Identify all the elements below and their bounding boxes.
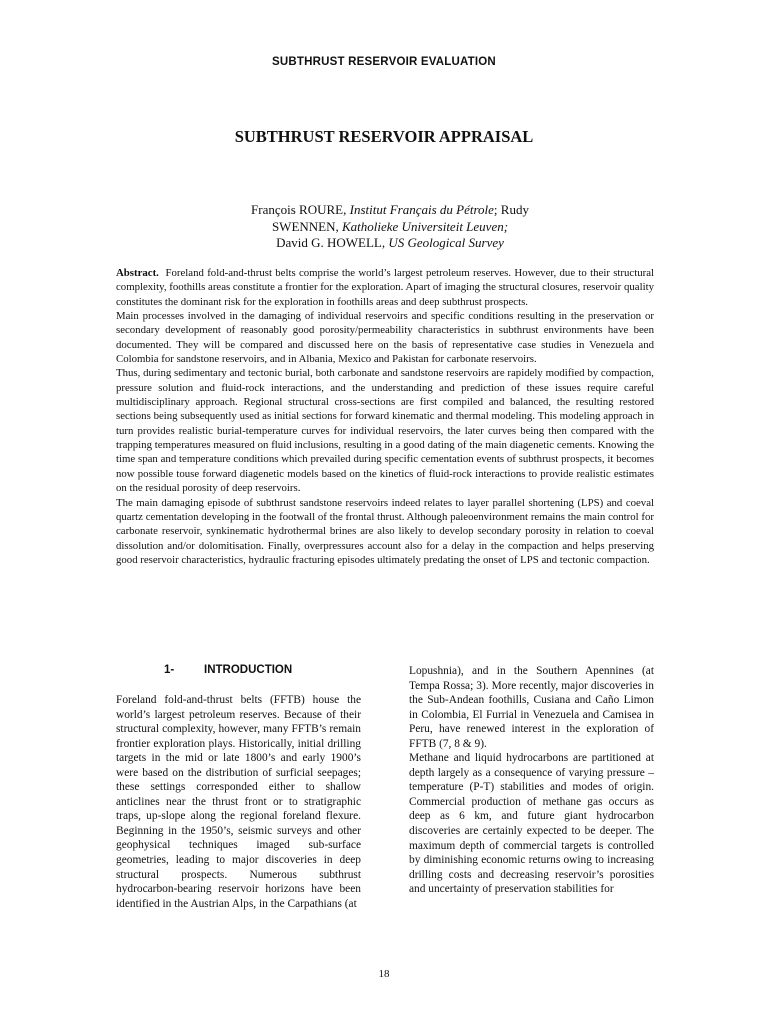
author-block: [190, 202, 590, 252]
abstract-paragraph: Main processes involved in the damaging of individual reservoirs and specific conditions resulting in the preservation or secondary development of reasonably good porosity/permeability characteristics in subthrust environments have been documented. They will be compared and discussed here on the basis of representative case studies in Venezuela and Colombia for sandstone reservoirs, and in Albania, Mexico and Pakistan for carbonate reservoirs.: [116, 310, 654, 366]
abstract-label: Abstract.: [116, 267, 159, 279]
author-name: David G. HOWELL,: [276, 235, 389, 250]
author-name: François ROURE,: [251, 202, 350, 217]
author-affiliation: US Geological Survey: [388, 235, 504, 250]
author-name: SWENNEN,: [271, 218, 342, 234]
paper-title: SUBTHRUST RESERVOIR APPRAISAL: [234, 127, 534, 146]
page-number: 18: [378, 968, 390, 980]
author-name: ; Rudy: [493, 202, 529, 217]
author-line-2: [190, 219, 590, 236]
section-number: 1-: [164, 664, 175, 676]
author-affiliation: Institut Français du Pétrole: [349, 202, 494, 217]
abstract-paragraph: Thus, during sedimentary and tectonic burial, both carbonate and sandstone reservoirs are rapidely modified by compaction, pressure solution and fluid-rock interactions, and the understanding and prediction of these issues require careful multidisciplinary approach. Regional structural cross-sections are first compiled and balanced, the resulting restored sections being subsequently used as initial sections for forward kinematic and thermal modeling. This modeling approach in turn provides realistic burial-temperature curves for individual reservoirs, the later curves being then compared with the trapping temperatures measured on fluid inclusions, resulting in a good dating of the main diagenetic cements. Knowing the time span and temperature conditions which prevailed during specific cementation events of subthrust prospects, it becomes now possible touse forward diagenetic models based on the kinetics of fluid-rock interactions to provide realistic estimates on the residual porosity of deep reservoirs.: [116, 367, 654, 495]
abstract: [116, 266, 654, 567]
running-head: SUBTHRUST RESERVOIR EVALUATION: [272, 56, 496, 68]
section-title: INTRODUCTION: [204, 664, 293, 676]
author-line-1: [190, 202, 590, 219]
author-line-3: [190, 235, 590, 252]
body-paragraph: Lopushnia), and in the Southern Apennines (at Tempa Rossa; 3). More recently, major discoveries in the Sub-Andean foothills, Cusiana and Caño Limon in Colombia, El Furrial in Venezuela and Camisea in Peru, have renewed interest in the exploration of FFTB (7, 8 & 9).: [409, 665, 654, 750]
body-column-left: [116, 693, 361, 911]
body-paragraph: Foreland fold-and-thrust belts (FFTB) house the world’s largest petroleum reserves. Because of their structural complexity, however, many FFTB’s remain frontier exploration plays. Historically, initial drilling targets in the mid or late 1800’s and early 1900’s were based on the distribution of surficial seepages; these settings corresponded either to shallow anticlines near the thrust front or to stratigraphic traps, up-slope along the regional foreland flexure. Beginning in the 1950’s, seismic surveys and other geophysical techniques imaged sub-surface geometries, leading to major discoveries in deep structural prospects. Numerous subthrust hydrocarbon-bearing reservoir horizons have been identified in the Austrian Alps, in the Carpathians (at: [116, 694, 361, 910]
abstract-paragraph: The main damaging episode of subthrust sandstone reservoirs indeed relates to layer parallel shortening (LPS) and coeval quartz cementation developing in the footwall of the frontal thrust. Although paleoenvironment remains the main control for carbonate reservoir, synkinematic hydrothermal brines are also likely to develop secondary porosity in relation to coeval dissolution and/or dolomitisation. Finally, overpressures account also for a delay in the compaction and helps preserving good reservoir characteristics, hydraulic fracturing episodes ultimately predating the onset of LPS and tectonic compaction.: [116, 496, 654, 566]
abstract-paragraph: [116, 266, 654, 309]
body-paragraph: Methane and liquid hydrocarbons are partitioned at depth largely as a consequence of varying pressure – temperature (P-T) stabilities and modes of origin. Commercial production of methane gas occurs as deep as 6 km, and future giant hydrocarbon discoveries are certainly expected to be deeper. The maximum depth of commercial targets is controlled by diminishing economic returns owing to increasing drilling costs and decreasing reservoir’s porosities and uncertainty of preservation stabilities for: [409, 752, 654, 896]
abstract-text: Foreland fold-and-thrust belts comprise the world’s largest petroleum reserves. However, due to their structural complexity, foothills areas constitute a frontier for the exploration. Apart of imaging the structural closures, reservoir quality constitutes the dominant risk for the exploration in foothills areas and deep subthrust prospects.: [116, 267, 655, 308]
body-column-right: [409, 664, 654, 897]
section-heading: [164, 664, 292, 676]
author-affiliation: Katholieke Universiteit Leuven;: [341, 218, 509, 234]
